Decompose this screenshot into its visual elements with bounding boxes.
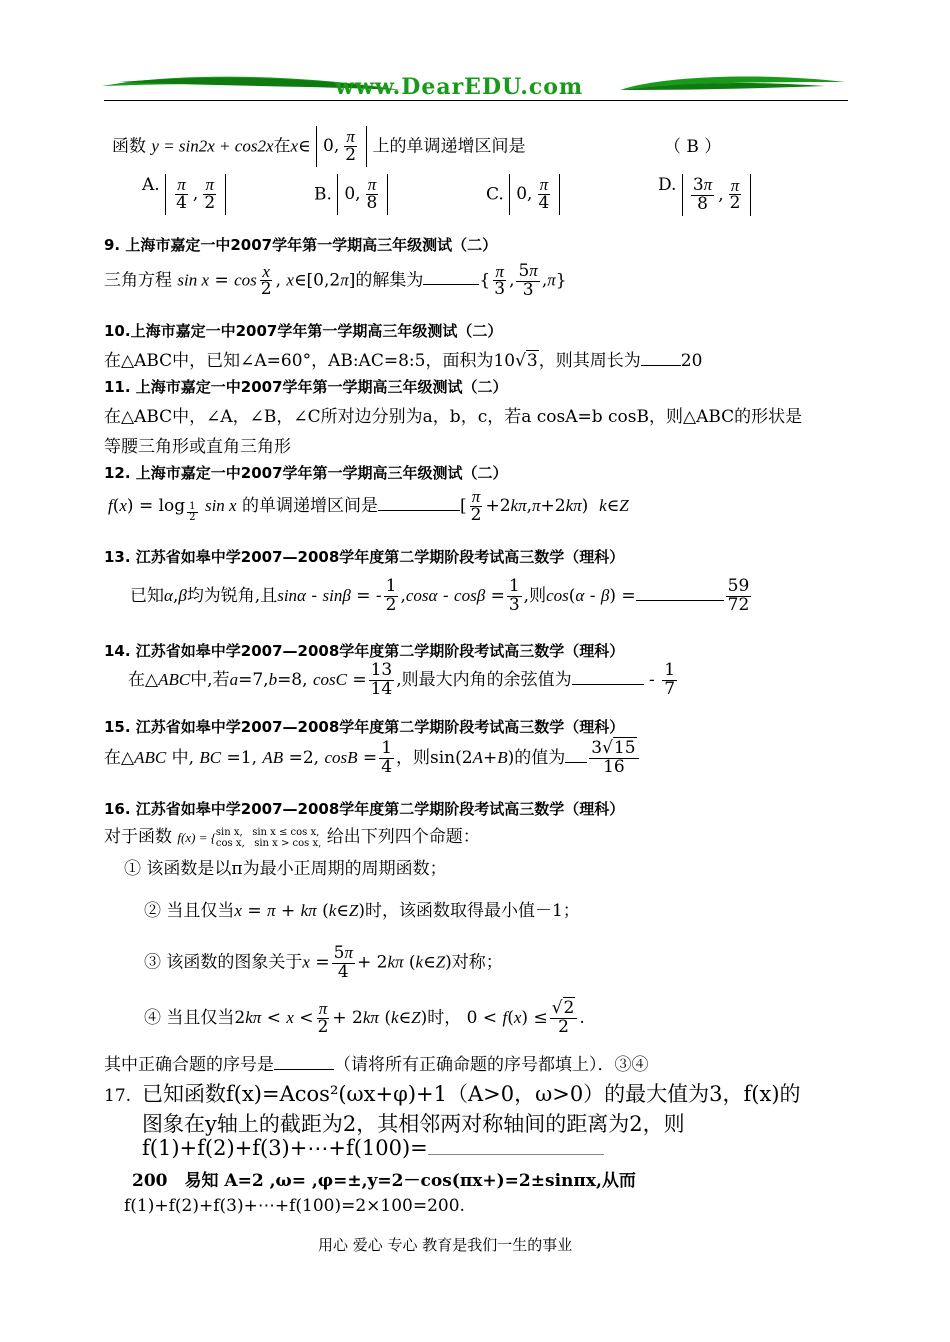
q16-conclusion-pre: 其中正确合题的序号是 bbox=[104, 1055, 274, 1075]
q15-source: 15. 江苏省如皋中学2007—2008学年度第二学期阶段考试高三数学（理科） bbox=[104, 718, 625, 736]
q8-option-b-wrap bbox=[314, 174, 388, 215]
q8-stem-mid: 在 bbox=[273, 136, 291, 157]
q14-source: 14. 江苏省如皋中学2007—2008学年度第二学期阶段考试高三数学（理科） bbox=[104, 642, 625, 660]
q12-text: f(x) = log $_{\frac{1}{2}}$ sin x 的单调递增区间是 [ $\frac{\pi}{2}$ +2kπ,π+2kπ) k∈Z bbox=[108, 487, 629, 525]
q8-stem: 函数 y = sin2x + cos2x在x∈ 0, $\frac{\pi}{2}$ 上的单调递增区间是 bbox=[112, 127, 526, 165]
q10-answer: 20 bbox=[680, 351, 703, 371]
q8-stem-prefix: 函数 bbox=[112, 136, 146, 157]
q17-line1: 已知函数f(x)=Acos²(ωx+φ)+1（A>0，ω>0）的最大值为3，f(x)的 bbox=[142, 1082, 801, 1106]
q16-proposition-4: ④ 当且仅当2kπ < x < $\frac{\pi}{2}$ + 2kπ (k∈Z)时， 0 < f(x) ≤ $\frac{√2}{2}$ . bbox=[144, 998, 585, 1037]
q11-source: 11. 上海市嘉定一中2007学年第一学期高三年级测试（二） bbox=[104, 378, 508, 396]
q10-source: 10.上海市嘉定一中2007学年第一学期高三年级测试（二） bbox=[104, 322, 503, 340]
q13-source: 13. 江苏省如皋中学2007—2008学年度第二学期阶段考试高三数学（理科） bbox=[104, 548, 625, 566]
q16-source: 16. 江苏省如皋中学2007—2008学年度第二学期阶段考试高三数学（理科） bbox=[104, 800, 625, 818]
q10-text-pre: 在△ABC中，已知∠A=60°，AB:AC=8:5，面积为 bbox=[104, 351, 494, 371]
q14-text-pre: 在△ bbox=[128, 669, 159, 690]
q8-options bbox=[142, 174, 226, 215]
q9-text-post: 的解集为 bbox=[355, 270, 424, 291]
q8-option-a: $\frac{\pi}{4}$ , $\frac{\pi}{2}$ bbox=[165, 174, 226, 215]
q8-option-d-wrap bbox=[658, 174, 751, 216]
q16-p3-post: 对称； bbox=[451, 952, 503, 973]
q8-stem-suffix: 上的单调递增区间是 bbox=[372, 136, 526, 157]
q9-text-pre: 三角方程 bbox=[104, 270, 172, 291]
footer-motto: 用心 爱心 专心 教育是我们一生的事业 bbox=[318, 1236, 573, 1254]
q16-intro-post: 给出下列四个命题： bbox=[326, 827, 480, 847]
q16-proposition-2: ② 当且仅当x = π + kπ (k∈Z)时，该函数取得最小值－1； bbox=[144, 901, 580, 921]
q17-answer-line2: f(1)+f(2)+f(3)+⋯+f(100)=2×100=200. bbox=[124, 1196, 465, 1216]
q16-proposition-1: ① 该函数是以π为最小正周期的周期函数； bbox=[124, 859, 447, 879]
q8-interval: 0, $\frac{\pi}{2}$ bbox=[316, 126, 367, 167]
q9-source: 9. 上海市嘉定一中2007学年第一学期高三年级测试（二） bbox=[104, 236, 498, 254]
q14-text: 在△ABC中,若a=7,b=8, cosC = $\frac{13}{14}$ ,则最大内角的余弦值为 - $\frac{1}{7}$ bbox=[128, 660, 676, 699]
q8-stem-func: y = sin2x + cos2x bbox=[151, 136, 274, 156]
q10-text: 在△ABC中，已知∠A=60°，AB:AC=8:5，面积为10√3，则其周长为 20 bbox=[104, 351, 703, 371]
q8-option-d: $\frac{3\pi}{8}$ , $\frac{\pi}{2}$ bbox=[682, 174, 752, 216]
q8-option-c-label: C. bbox=[486, 184, 504, 205]
q14-text-post: ,则最大内角的余弦值为 bbox=[396, 669, 572, 690]
q9-text: 三角方程 sin x = cos $\frac{x}{2}$ , x∈[0,2π]的解集为 { $\frac{\pi}{3}$ , $\frac{5\pi}{3}$ ,π} bbox=[104, 261, 567, 300]
q8-option-c-wrap bbox=[486, 174, 560, 215]
q8-option-b: 0, $\frac{\pi}{8}$ bbox=[337, 174, 388, 215]
q14-text-mid: 中,若 bbox=[190, 669, 230, 690]
q17-line3 bbox=[142, 1136, 604, 1160]
q13-text: 已知α,β均为锐角,且sinα - sinβ = - $\frac{1}{2}$ ,cosα - cosβ = $\frac{1}{3}$ ,则cos(α - β) = $\frac{59}{72}$ bbox=[130, 576, 750, 615]
q17-number: 17. bbox=[104, 1086, 132, 1106]
q17-line3-text: f(1)+f(2)+f(3)+⋯+f(100)= bbox=[142, 1136, 428, 1160]
q15-text-post: ，则 bbox=[396, 747, 431, 768]
q16-proposition-3: ③ 该函数的图象关于x = $\frac{5\pi}{4}$ + 2kπ (k∈Z)对称； bbox=[144, 943, 503, 982]
q11-line2: 等腰三角形或直角三角形 bbox=[104, 437, 291, 457]
q16-conclusion-post: （请将所有正确命题的序号都填上）．③④ bbox=[334, 1055, 649, 1075]
q8-option-a-label: A. bbox=[142, 175, 160, 195]
q15-text-pre: 在△ bbox=[104, 747, 135, 768]
q16-p2-pre: ② 当且仅当 bbox=[144, 901, 235, 921]
q15-text: 在△ABC 中, BC =1, AB =2, cosB = $\frac{1}{4}$ ，则sin(2A+B)的值为 $\frac{3√15}{16}$ bbox=[104, 740, 641, 777]
q16-p2-post: 时，该函数取得最小值－1； bbox=[364, 901, 580, 921]
q13-text-post: ,则 bbox=[523, 585, 547, 606]
q10-text-post: ，则其周长为 bbox=[538, 351, 641, 371]
q12-text-body: 的单调递增区间是 bbox=[242, 495, 378, 516]
q17-answer-line1: 200 易知 A=2 ,ω= ,φ=±,y=2－cos(πx+)=2±sinπx,从而 bbox=[132, 1171, 636, 1191]
q8-option-d-label: D. bbox=[658, 175, 677, 195]
q13-text-mid: 均为锐角,且 bbox=[186, 585, 278, 606]
q8-option-c: 0, $\frac{\pi}{4}$ bbox=[509, 174, 560, 215]
q16-intro: 对于函数 f(x) = { sin x, sin x ≤ cos x, cos x, sin x > cos x, 给出下列四个命题： bbox=[104, 826, 480, 849]
q16-p4-post: 时， bbox=[427, 1007, 462, 1028]
q12-source: 12. 上海市嘉定一中2007学年第一学期高三年级测试（二） bbox=[104, 464, 508, 482]
q8-x-in: x bbox=[290, 136, 299, 156]
q17-line2: 图象在y轴上的截距为2，其相邻两对称轴间的距离为2，则 bbox=[142, 1112, 685, 1136]
q16-intro-pre: 对于函数 bbox=[104, 827, 172, 847]
site-logo-text: www.DearEDU.com bbox=[335, 74, 584, 100]
header-rule bbox=[104, 100, 848, 101]
q16-conclusion bbox=[104, 1050, 649, 1075]
q16-p3-pre: ③ 该函数的图象关于 bbox=[144, 952, 303, 973]
q8-option-b-label: B. bbox=[314, 184, 332, 205]
q11-line1: 在△ABC中，∠A，∠B，∠C所对边分别为a，b，c，若a cosA=b cosB，则△ABC的形状是 bbox=[104, 407, 803, 427]
q8-answer: （ B ） bbox=[664, 137, 722, 157]
q13-text-pre: 已知 bbox=[130, 585, 164, 606]
q16-p4-pre: ④ 当且仅当 bbox=[144, 1007, 235, 1028]
